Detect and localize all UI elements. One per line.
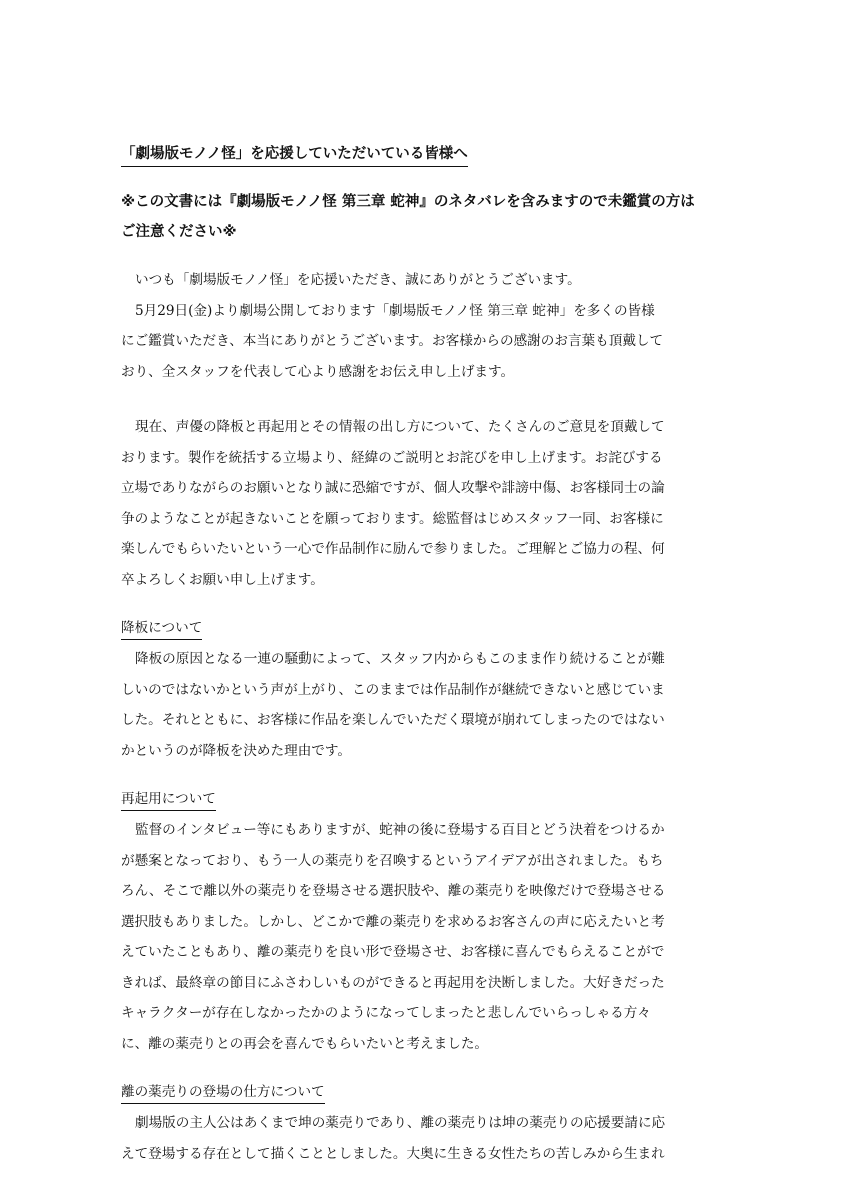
paragraph-line: 争のようなことが起きないことを願っております。総監督はじめスタッフ一同、お客様に xyxy=(121,510,664,527)
spoiler-warning xyxy=(121,187,723,247)
document-title: 「劇場版モノノ怪」を応援していただいている皆様へ xyxy=(121,143,468,167)
paragraph-line: 降板の原因となる一連の騒動によって、スタッフ内からもこのまま作り続けることが難 xyxy=(135,651,665,667)
paragraph-line: 立場でありながらのお願いとなり誠に恐縮ですが、個人攻撃や誹謗中傷、お客様同士の論 xyxy=(121,480,665,496)
paragraph-line: にご鑑賞いただき、本当にありがとうございます。お客様からの感謝のお言葉も頂戴して xyxy=(121,333,664,349)
paragraph-line: 監督のインタビュー等にもありますが、蛇神の後に登場する百目とどう決着をつけるか xyxy=(135,822,665,838)
paragraph-line: 楽しんでもらいたいという一心で作品制作に励んで参りました。ご理解とご協力の程、何 xyxy=(121,541,665,557)
opinion-paragraph xyxy=(121,412,723,595)
paragraph-line: えて登場する存在として描くこととしました。大奥に生きる女性たちの苦しみから生まれ xyxy=(121,1145,665,1162)
paragraph-line: えていたこともあり、離の薬売りを良い形で登場させ、お客様に喜んでもらえることがで xyxy=(121,944,665,960)
greeting-paragraph xyxy=(121,265,723,387)
section-paragraph xyxy=(121,815,723,1059)
paragraph-line: に、離の薬売りとの再会を喜んでもらいたいと考えました。 xyxy=(121,1035,489,1052)
paragraph-line: が懸案となっており、もう一人の薬売りを召喚するというアイデアが出されました。もち xyxy=(121,852,664,869)
paragraph-line: きれば、最終章の節目にふさわしいものができると再起用を決断しました。大好きだった xyxy=(121,974,665,991)
paragraph-line: いつも「劇場版モノノ怪」を応援いただき、誠にありがとうございます。 xyxy=(135,272,581,288)
paragraph-line: 選択肢もありました。しかし、どこかで離の薬売りを求めるお客さんの声に応えたいと考 xyxy=(121,913,665,930)
section-resignation xyxy=(121,595,723,766)
paragraph-line: した。それとともに、お客様に作品を楽しんでいただく環境が崩れてしまったのではない xyxy=(121,712,665,728)
paragraph-line: しいのではないかという声が上がり、このままでは作品制作が継続できないと感じていま xyxy=(121,681,665,698)
paragraph-line: ろん、そこで離以外の薬売りを登場させる選択肢や、離の薬売りを映像だけで登場させる xyxy=(121,883,666,899)
section-heading: 離の薬売りの登場の仕方について xyxy=(121,1081,325,1104)
paragraph-line: おり、全スタッフを代表して心より感謝をお伝え申し上げます。 xyxy=(121,363,515,380)
section-heading: 再起用について xyxy=(121,788,216,811)
section-paragraph xyxy=(121,1108,723,1169)
paragraph-line: かというのが降板を決めた理由です。 xyxy=(121,742,352,759)
document-body xyxy=(121,143,723,1169)
warning-line: ご注意ください※ xyxy=(121,224,237,240)
section-paragraph xyxy=(121,644,723,766)
section-reappointment xyxy=(121,766,723,1059)
paragraph-line: 卒よろしくお願い申し上げます。 xyxy=(121,571,324,588)
warning-line: ※この文書には『劇場版モノノ怪 第三章 蛇神』のネタバレを含みますので未鑑賞の方は xyxy=(121,194,695,210)
section-heading: 降板について xyxy=(121,617,202,640)
paragraph-line: おります。製作を統括する立場より、経緯のご説明とお詫びを申し上げます。お詫びする xyxy=(121,449,663,466)
paragraph-line: 現在、声優の降板と再起用とその情報の出し方について、たくさんのご意見を頂戴して xyxy=(135,419,665,435)
section-appearance xyxy=(121,1059,723,1169)
paragraph-line: 5月29日(金)より劇場公開しております「劇場版モノノ怪 第三章 蛇神」を多くの皆様 xyxy=(135,302,655,319)
paragraph-line: 劇場版の主人公はあくまで坤の薬売りであり、離の薬売りは坤の薬売りの応援要請に応 xyxy=(135,1115,666,1131)
paragraph-line: キャラクターが存在しなかったかのようになってしまったと悲しんでいらっしゃる方々 xyxy=(121,1005,651,1021)
